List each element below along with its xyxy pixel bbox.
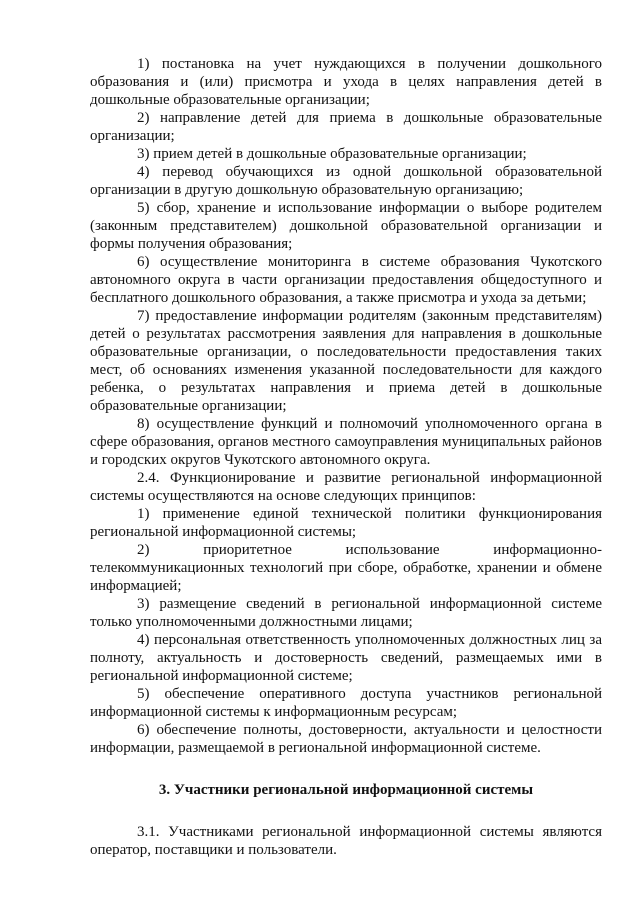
list-item: 7) предоставление информации родителям (законным представителям) детей о результатах рассмотрения заявления для направления в дошкольные образовательные организации, о последовательности предоставления таких мест, об основаниях изменения указанной последовательности для каждого ребенка, о результатах направления и приема детей в дошкольные образовательные организации;: [90, 308, 602, 414]
list-item: 5) обеспечение оперативного доступа участников региональной информационной системы к информационным ресурсам;: [90, 686, 602, 720]
section-heading: 3. Участники региональной информационной системы: [158, 782, 534, 798]
list-item: 6) осуществление мониторинга в системе образования Чукотского автономного округа в части организации предоставления общедоступного и бесплатного дошкольного образования, а также присмотра и ухода за детьми;: [90, 254, 602, 306]
clause-paragraph: 3.1. Участниками региональной информационной системы являются оператор, поставщики и пользователи.: [90, 824, 602, 858]
list-item: 2) приоритетное использование информационно-телекоммуникационных технологий при сборе, обработке, хранении и обмене информацией;: [90, 542, 602, 594]
list-item: 4) персональная ответственность уполномоченных должностных лиц за полноту, актуальность и достоверность сведений, размещаемых ими в региональной информационной системе;: [90, 632, 602, 684]
list-item: 1) постановка на учет нуждающихся в получении дошкольного образования и (или) присмотра и ухода в целях направления детей в дошкольные образовательные организации;: [90, 56, 602, 108]
list-item: 8) осуществление функций и полномочий уполномоченного органа в сфере образования, органов местного самоуправления муниципальных районов и городских округов Чукотского автономного округа.: [90, 416, 602, 468]
list-item: 5) сбор, хранение и использование информации о выборе родителем (законным представителем) дошкольной образовательной организации и формы получения образования;: [90, 200, 602, 252]
document-page: [90, 55, 602, 859]
clause-paragraph: 2.4. Функционирование и развитие региональной информационной системы осуществляются на основе следующих принципов:: [90, 470, 602, 504]
list-item: 6) обеспечение полноты, достоверности, актуальности и целостности информации, размещаемой в региональной информационной системе.: [90, 722, 602, 756]
list-item: 2) направление детей для приема в дошкольные образовательные организации;: [90, 110, 602, 144]
list-item: 3) прием детей в дошкольные образовательные организации;: [137, 146, 527, 162]
list-item: 1) применение единой технической политики функционирования региональной информационной системы;: [90, 506, 602, 540]
list-item: 4) перевод обучающихся из одной дошкольной образовательной организации в другую дошкольную образовательную организацию;: [90, 164, 602, 198]
list-item: 3) размещение сведений в региональной информационной системе только уполномоченными должностными лицами;: [90, 596, 602, 630]
